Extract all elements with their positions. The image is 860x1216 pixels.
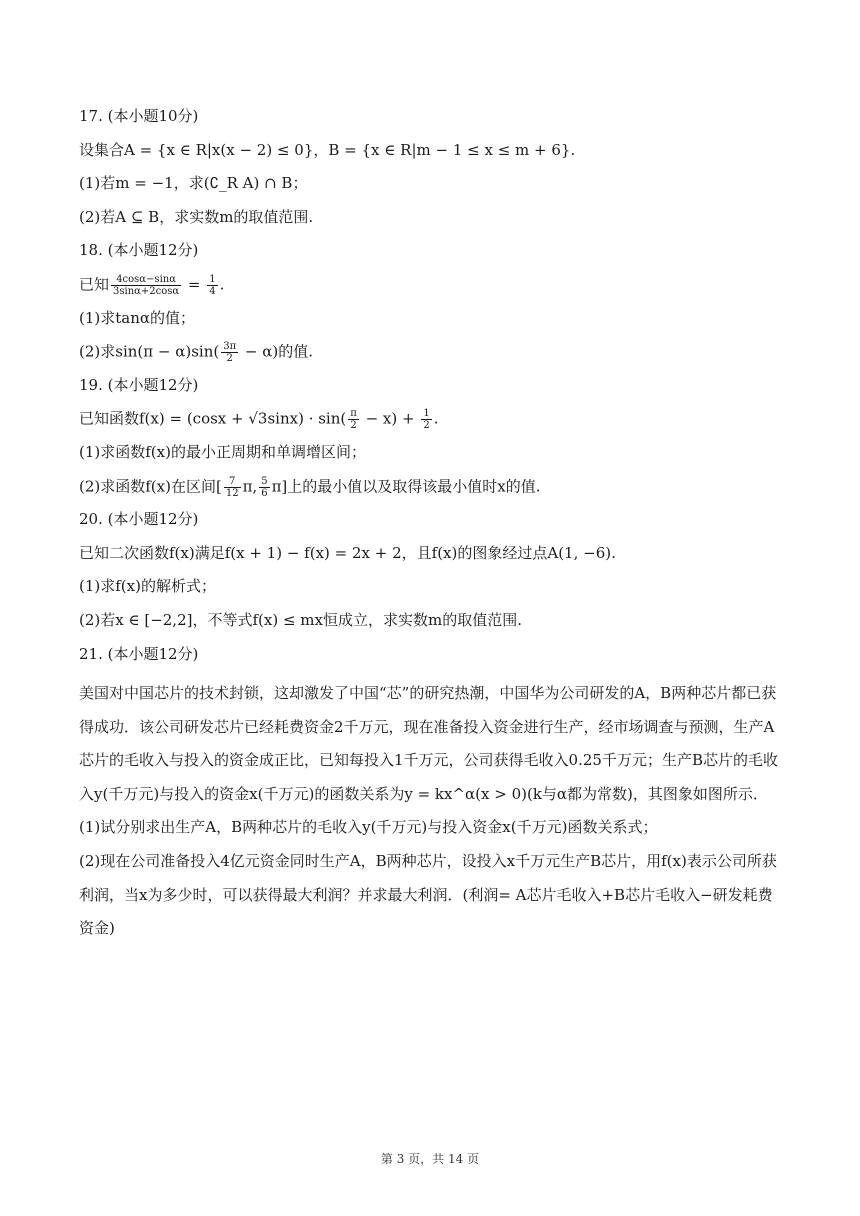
p18-stem-prefix: 已知 xyxy=(79,275,110,294)
problem-18-q2 xyxy=(79,341,779,375)
problem-list xyxy=(79,106,779,946)
page-footer: 第 3 页，共 14 页 xyxy=(380,1152,480,1166)
p19-stem-mid: − x) + xyxy=(360,409,420,428)
problem-20-header: 20. (本小题12分) xyxy=(79,510,199,529)
p18-fraction xyxy=(111,274,181,297)
problem-20-stem: 已知二次函数f(x)满足f(x + 1) − f(x) = 2x + 2，且f(x)的图象经过点A(1, −6). xyxy=(79,543,616,562)
p18-rhs-num: 1 xyxy=(209,273,216,285)
p18-stem-end: . xyxy=(219,275,225,294)
p19-q2-suffix: π]上的最小值以及取得该最小值时x的值. xyxy=(271,477,541,496)
p18-frac-den: 3sinα+2cosα xyxy=(113,285,180,297)
p19-b-den: 6 xyxy=(261,487,268,499)
p18-rhs-fraction xyxy=(207,274,217,297)
problem-17-stem: 设集合A = {x ∈ R|x(x − 2) ≤ 0}，B = {x ∈ R|m − 1 ≤ x ≤ m + 6}. xyxy=(79,140,576,159)
p19-q2-prefix: (2)求函数f(x)在区间[ xyxy=(79,477,222,496)
problem-19-q1: (1)求函数f(x)的最小正周期和单调增区间； xyxy=(79,442,366,461)
p19-half-den: 2 xyxy=(423,420,430,432)
p18-equals: = xyxy=(183,275,206,294)
problem-20-q1: (1)求f(x)的解析式； xyxy=(79,577,216,596)
problem-19-header: 19. (本小题12分) xyxy=(79,375,199,394)
p19-half-num: 1 xyxy=(423,408,430,420)
problem-20-q2: (2)若x ∈ [−2,2]，不等式f(x) ≤ mx恒成立，求实数m的取值范围. xyxy=(79,610,522,629)
problem-18-header: 18. (本小题12分) xyxy=(79,241,199,260)
p18-q2-den: 2 xyxy=(226,353,233,365)
problem-19-stem xyxy=(79,408,779,442)
p18-q2-prefix: (2)求sin(π − α)sin( xyxy=(79,342,220,361)
p19-b-num: 5 xyxy=(261,475,268,487)
problem-19-q2 xyxy=(79,476,779,510)
p19-a-fraction xyxy=(224,476,241,499)
problem-17-q1: (1)若m = −1，求(∁_R A) ∩ B； xyxy=(79,174,308,193)
problem-21-header: 21. (本小题12分) xyxy=(79,644,199,663)
p19-pi-den: 2 xyxy=(350,420,357,432)
p19-pi-fraction xyxy=(348,408,359,431)
problem-21-stem: 美国对中国芯片的技术封锁，这却激发了中国“芯”的研究热潮，中国华为公司研发的A，B两种芯片都已获得成功．该公司研发芯片已经耗费资金2千万元，现在准备投入资金进行生产，经市场调查与预测，生产A芯片的毛收入与投入的资金成正比，已知每投入1千万元，公司获得毛收入0.25千万元；生产B芯片的毛收入y(千万元)与投入的资金x(千万元)的函数关系为y = kx^α(x > 0)(k与α都为常数)，其图象如图所示． xyxy=(79,684,778,803)
p19-a-den: 12 xyxy=(225,487,239,499)
p19-b-fraction xyxy=(259,476,269,499)
p18-q2-suffix: − α)的值. xyxy=(240,342,314,361)
p19-stem-end: . xyxy=(433,409,439,428)
p19-q2-mid: π, xyxy=(242,477,258,496)
problem-18-q1: (1)求tanα的值； xyxy=(79,308,196,327)
problem-21-q1: (1)试分别求出生产A，B两种芯片的毛收入y(千万元)与投入资金x(千万元)函数关系式； xyxy=(79,818,658,837)
p18-q2-num: 3π xyxy=(223,341,237,353)
p18-q2-fraction xyxy=(221,341,238,364)
p18-frac-num: 4cosα−sinα xyxy=(111,274,181,286)
p19-stem-prefix: 已知函数f(x) = (cosx + √3sinx) · sin( xyxy=(79,409,347,428)
p19-pi-num: π xyxy=(350,408,357,420)
problem-21-q2: (2)现在公司准备投入4亿元资金同时生产A，B两种芯片，设投入x千万元生产B芯片，用f(x)表示公司所获利润，当x为多少时，可以获得最大利润？并求最大利润．(利润= A芯片毛收入+B芯片毛收入−研发耗费资金) xyxy=(79,852,777,938)
problem-17-q2: (2)若A ⊆ B，求实数m的取值范围. xyxy=(79,207,314,226)
p19-half-fraction xyxy=(421,408,431,431)
p18-rhs-den: 4 xyxy=(209,285,216,297)
problem-17-header: 17. (本小题10分) xyxy=(79,107,199,125)
problem-18-stem xyxy=(79,274,779,308)
p19-a-num: 7 xyxy=(224,476,241,488)
